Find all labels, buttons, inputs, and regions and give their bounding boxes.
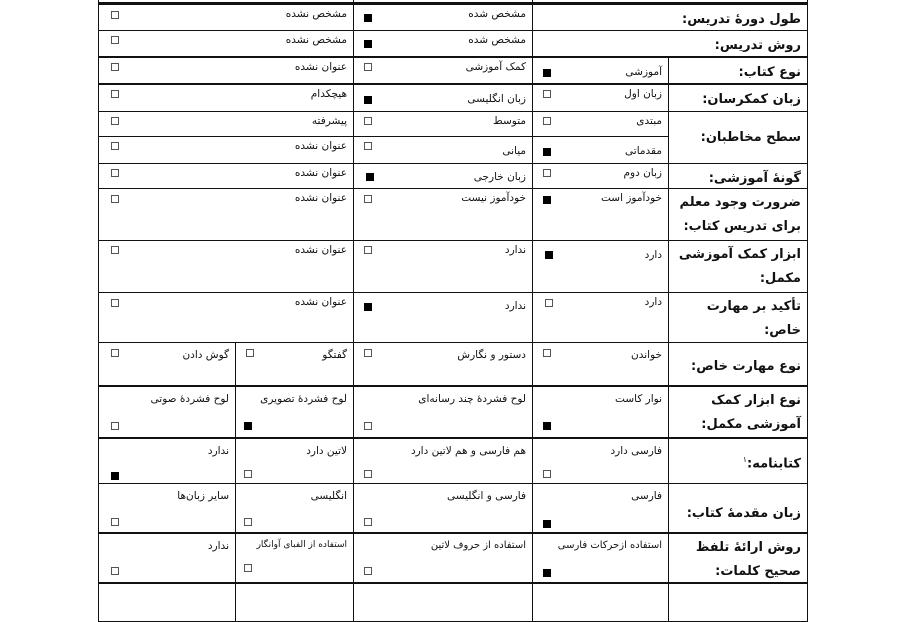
row-label-aid-type: نوع ابزار کمک آموزشی مکمل: [668,385,808,438]
option-cell [353,56,533,84]
cut-off-cell [532,582,669,622]
checkbox-unchecked[interactable] [111,142,119,150]
option-cell [98,385,236,438]
option-cell [98,111,354,137]
option-cell [532,163,669,189]
option-label: عنوان نشده [294,61,347,73]
option-label: فارسی دارد [610,445,662,457]
checkbox-checked[interactable] [545,251,553,259]
option-cell [98,292,354,343]
option-cell [353,111,533,137]
option-label: مشخص نشده [285,34,347,46]
option-label: گوش دادن [182,349,229,361]
checkbox-unchecked[interactable] [244,564,252,572]
option-label: مشخص نشده [285,8,347,20]
option-cell [235,483,354,533]
option-label: استفاده از حروف لاتین [430,540,526,551]
option-cell [98,240,354,293]
option-label: عنوان نشده [294,167,347,179]
option-label: سایر زبان‌ها [177,490,229,502]
option-cell [532,136,669,164]
option-label: زبان خارجی [473,171,526,183]
checkbox-unchecked[interactable] [364,518,372,526]
option-label: استفاده ازحرکات فارسی [557,540,662,551]
option-cell [353,342,533,386]
option-cell [532,342,669,386]
row-label-skill-emphasis: تأکید بر مهارت خاص: [668,292,808,343]
option-cell [353,83,533,112]
checkbox-unchecked[interactable] [111,422,119,430]
option-cell [353,136,533,164]
option-cell [98,437,236,484]
option-cell [532,437,669,484]
checkbox-unchecked[interactable] [364,349,372,357]
checkbox-unchecked[interactable] [111,246,119,254]
checkbox-checked[interactable] [364,14,372,22]
row-label-teaching-method: روش تدریس: [532,30,808,57]
option-cell [532,188,669,241]
option-label: هیچکدام [310,88,347,100]
option-cell [353,188,533,241]
option-cell [532,83,669,112]
checkbox-unchecked[interactable] [111,195,119,203]
option-cell [532,385,669,438]
option-cell [353,30,533,57]
option-label: خودآموز است [601,192,662,204]
option-label: دستور و نگارش [457,349,526,361]
checkbox-unchecked[interactable] [364,117,372,125]
option-cell [235,385,354,438]
checkbox-checked[interactable] [543,422,551,430]
option-label: مشخص شده [468,34,526,46]
row-label-pronunciation-method: روش ارائهٔ تلفظ صحیح کلمات: [668,532,808,583]
option-cell [353,437,533,484]
option-label: دارد [644,249,662,261]
option-label: ندارد [504,244,526,256]
cut-off-cell [235,582,354,622]
option-cell [98,532,236,583]
option-cell [98,3,354,31]
option-cell [353,532,533,583]
checkbox-unchecked[interactable] [543,349,551,357]
cut-off-cell [98,582,236,622]
option-label: متوسط [493,115,526,127]
option-label: هم فارسی و هم لاتین دارد [410,445,526,457]
option-label: ندارد [207,540,229,552]
option-label: کمک آموزشی [465,61,526,73]
option-cell [98,163,354,189]
option-cell [532,111,669,137]
option-label: میانی [502,145,526,157]
option-label: عنوان نشده [294,244,347,256]
option-label: لوح فشردهٔ چند رسانه‌ای [418,393,526,405]
checkbox-checked[interactable] [364,303,372,311]
checkbox-checked[interactable] [543,69,551,77]
row-label-introduction-language: زبان مقدمهٔ کتاب: [668,483,808,533]
checkbox-unchecked[interactable] [364,470,372,478]
row-label-bibliography [668,437,808,484]
option-label: زبان اول [624,88,662,100]
option-cell [98,136,354,164]
row-label-supplementary-aids: ابزار کمک آموزشی مکمل: [668,240,808,293]
checkbox-checked[interactable] [364,40,372,48]
option-cell [353,3,533,31]
option-cell [532,292,669,343]
option-label: نوار کاست [615,393,662,405]
option-label: پیشرفته [311,115,347,127]
bibliography-label-text: کتابنامه: [747,456,801,472]
option-cell [98,342,236,386]
cut-off-label-cell [668,582,808,622]
option-cell [235,532,354,583]
checkbox-checked[interactable] [244,422,252,430]
option-cell [98,188,354,241]
checkbox-unchecked[interactable] [364,246,372,254]
option-cell [353,483,533,533]
checkbox-unchecked[interactable] [543,470,551,478]
checkbox-unchecked[interactable] [246,349,254,357]
option-cell [532,483,669,533]
option-label: خودآموز نیست [461,192,526,204]
footnote-marker: ۱ [742,455,748,464]
option-cell [98,83,354,112]
checkbox-unchecked[interactable] [543,169,551,177]
checkbox-unchecked[interactable] [364,63,372,71]
option-label: مقدماتی [625,145,662,157]
option-cell [353,240,533,293]
checkbox-checked[interactable] [543,520,551,528]
option-cell [353,292,533,343]
option-label: فارسی [631,490,662,502]
option-label: انگلیسی [310,490,347,502]
option-cell [235,437,354,484]
option-label: زبان دوم [623,167,662,179]
checkbox-unchecked[interactable] [111,349,119,357]
checkbox-unchecked[interactable] [111,299,119,307]
row-label-book-type: نوع کتاب: [668,56,808,84]
option-cell [532,532,669,583]
checkbox-unchecked[interactable] [543,90,551,98]
checkbox-checked[interactable] [366,173,374,181]
option-label: مبتدی [636,115,662,127]
option-label: ندارد [504,300,526,312]
option-cell [532,56,669,84]
checkbox-unchecked[interactable] [244,470,252,478]
checkbox-checked[interactable] [543,569,551,577]
checkbox-unchecked[interactable] [364,195,372,203]
checkbox-checked[interactable] [543,148,551,156]
checkbox-unchecked[interactable] [111,11,119,19]
option-label: عنوان نشده [294,140,347,152]
checkbox-unchecked[interactable] [543,117,551,125]
checkbox-unchecked[interactable] [244,518,252,526]
option-cell [532,240,669,293]
checkbox-unchecked[interactable] [364,142,372,150]
checkbox-unchecked[interactable] [111,63,119,71]
checkbox-checked[interactable] [543,196,551,204]
option-label: دارد [644,296,662,308]
option-label: فارسی و انگلیسی [447,490,526,502]
option-cell [98,483,236,533]
option-label: لوح فشردهٔ تصویری [260,393,347,405]
option-label: زبان انگلیسی [467,93,526,105]
option-label: مشخص شده [468,8,526,20]
option-label: ندارد [207,445,229,457]
option-label: لاتین دارد [306,445,347,457]
option-cell [235,342,354,386]
checkbox-unchecked[interactable] [111,567,119,575]
checkbox-unchecked[interactable] [111,36,119,44]
checkbox-unchecked[interactable] [364,567,372,575]
option-label: عنوان نشده [294,192,347,204]
row-label-helper-language: زبان کمکرسان: [668,83,808,112]
cut-off-cell [353,582,533,622]
checkbox-unchecked[interactable] [111,518,119,526]
option-label: استفاده از الفبای آوانگار [256,540,347,550]
row-label-educational-type: گونهٔ آموزشی: [668,163,808,189]
row-label-audience-level: سطح مخاطبان: [668,111,808,164]
row-label-teaching-duration: طول دورهٔ تدریس: [532,3,808,31]
row-label-skill-type: نوع مهارت خاص: [668,342,808,386]
option-label: گفتگو [322,349,347,361]
option-cell [98,30,354,57]
book-evaluation-table [98,0,808,620]
option-cell [353,163,533,189]
option-label: عنوان نشده [294,296,347,308]
checkbox-unchecked[interactable] [545,299,553,307]
option-label: خواندن [631,349,662,361]
option-cell [353,385,533,438]
option-label: آموزشی [625,66,662,78]
option-cell [98,56,354,84]
checkbox-unchecked[interactable] [111,169,119,177]
row-label-teacher-necessity: ضرورت وجود معلم برای تدریس کتاب: [668,188,808,241]
checkbox-unchecked[interactable] [111,90,119,98]
checkbox-unchecked[interactable] [111,117,119,125]
option-label: لوح فشردهٔ صوتی [150,393,229,405]
checkbox-checked[interactable] [364,96,372,104]
checkbox-unchecked[interactable] [364,422,372,430]
checkbox-checked[interactable] [111,472,119,480]
